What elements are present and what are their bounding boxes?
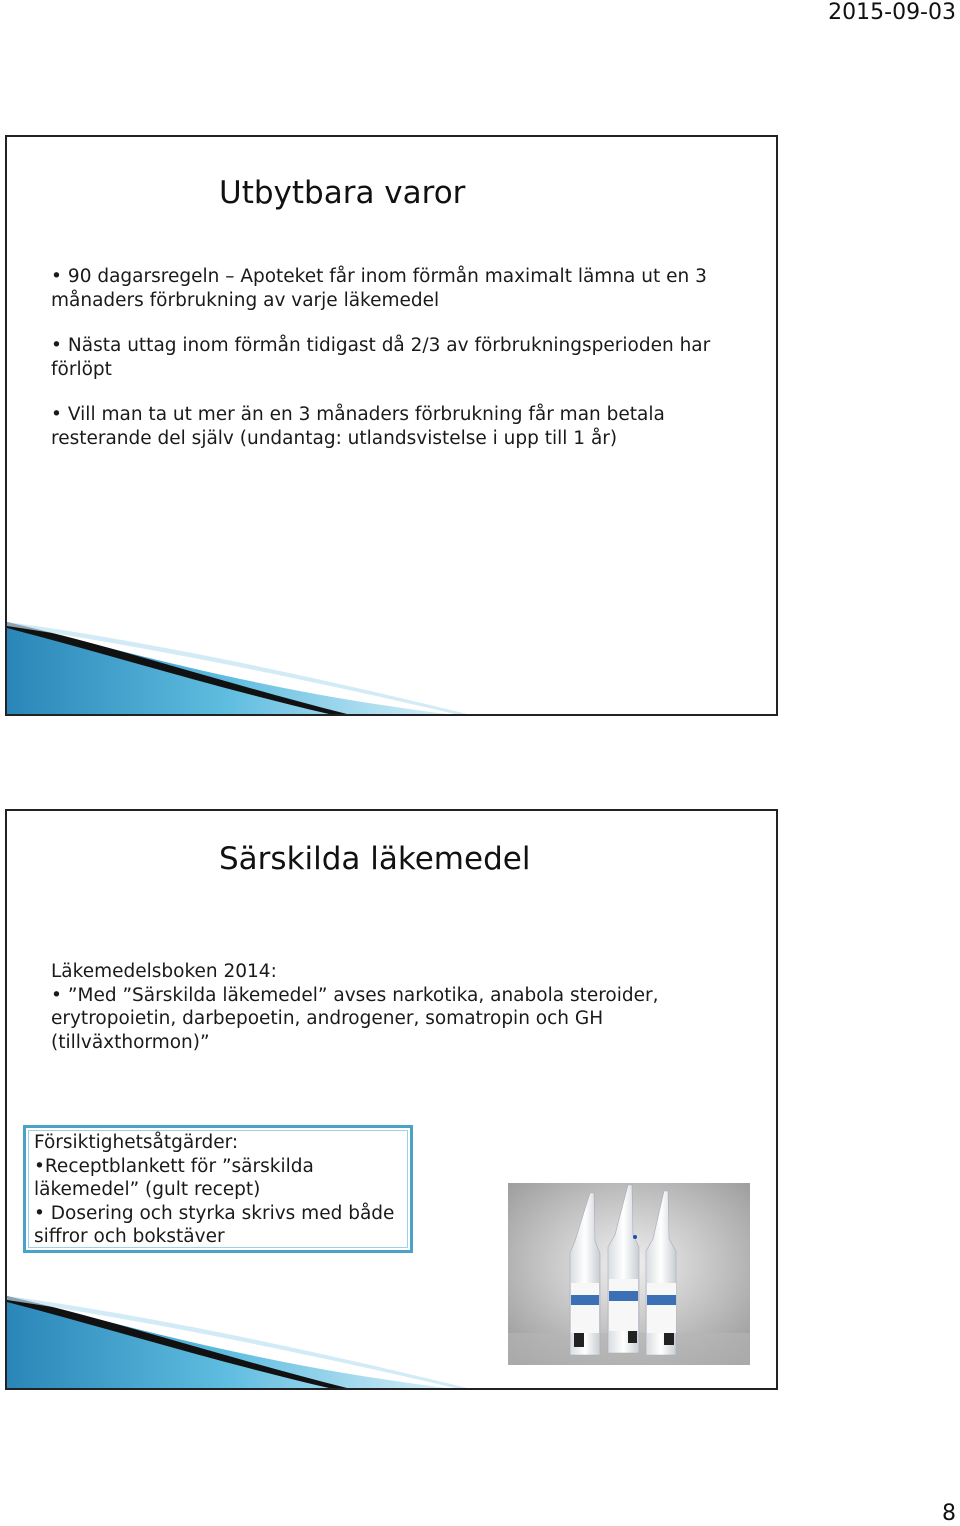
slide-utbytbara-varor [5,135,778,716]
slide-body [51,960,751,1054]
bullet-item: • Nästa uttag inom förmån tidigast då 2/3 av förbrukningsperioden har förlöpt [51,334,741,381]
bullet-item: • Vill man ta ut mer än en 3 månaders förbrukning får man betala resterande del själv (undantag: utlandsvistelse i upp till 1 år) [51,403,741,450]
bullet-item: • 90 dagarsregeln – Apoteket får inom förmån maximalt lämna ut en 3 månaders förbrukning av varje läkemedel [51,265,741,312]
slide-decoration-wave [7,622,778,714]
page-number: 8 [942,1501,956,1526]
callout-line: •Receptblankett för ”särskilda läkemedel” (gult recept) [34,1155,314,1200]
bullet-list [51,265,741,472]
precautions-callout [23,1125,413,1253]
slide-decoration-wave [7,1296,778,1388]
quote-bullet: • ”Med ”Särskilda läkemedel” avses narkotika, anabola steroider, erytropoietin, darbepoetin, androgener, somatropin och GH (tillväxthormon)” [51,984,751,1055]
callout-line: • Dosering och styrka skrivs med både siffror och bokstäver [34,1202,395,1247]
callout-heading: Försiktighetsåtgärder: [34,1132,239,1153]
slide-title: Särskilda läkemedel [219,841,531,877]
source-label: Läkemedelsboken 2014: [51,961,277,982]
page-date: 2015-09-03 [828,0,956,25]
slide-title: Utbytbara varor [219,175,466,211]
slide-sarskilda-lakemedel [5,809,778,1390]
